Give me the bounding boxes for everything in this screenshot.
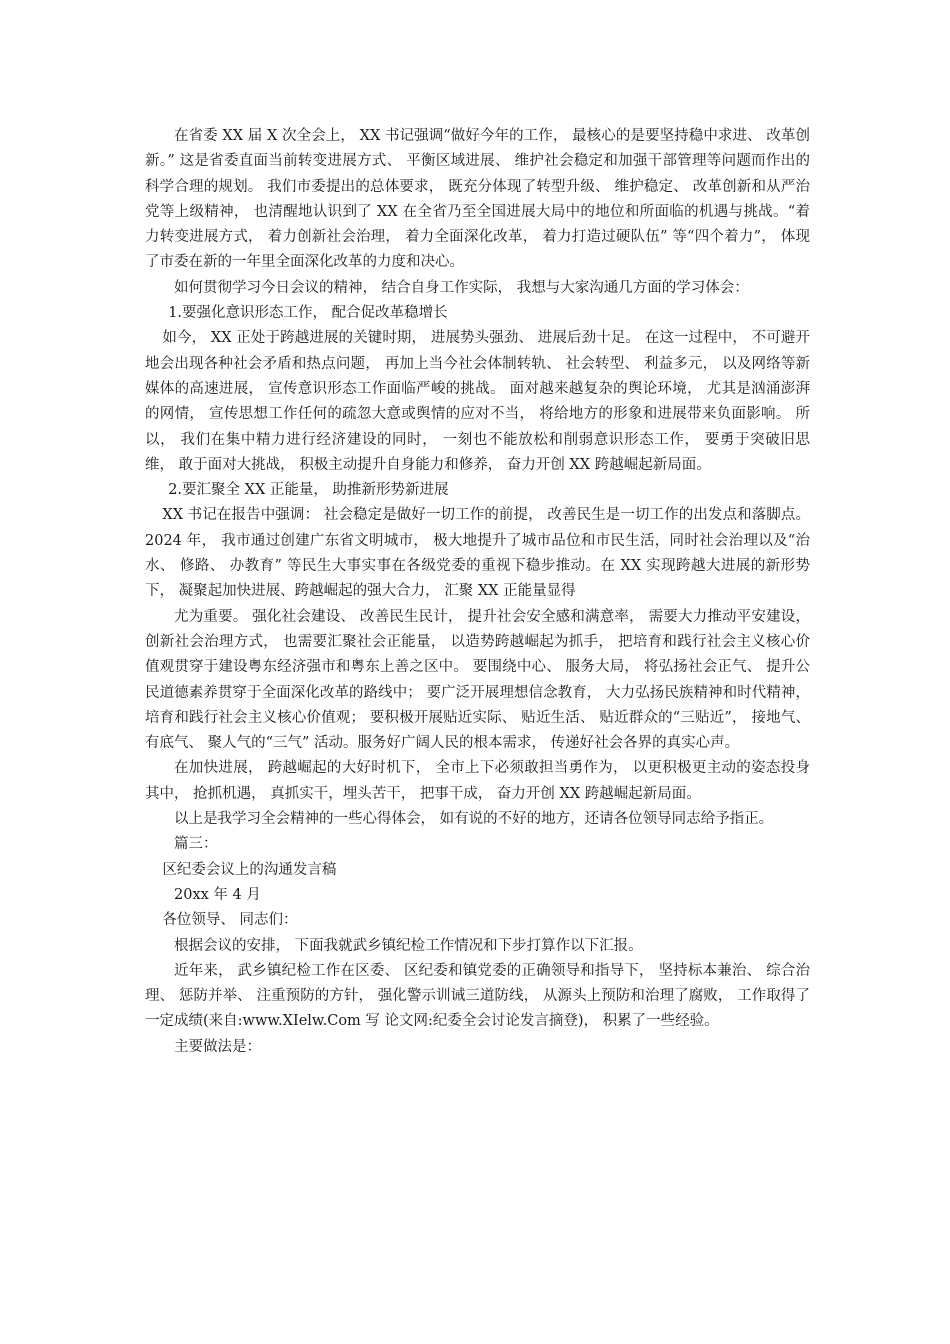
paragraph-closing-remarks: 以上是我学习全会精神的一些心得体会， 如有说的不好的地方，还请各位领导同志给予指正。 [174,811,774,828]
paragraph-discipline-work: 近年来， 武乡镇纪检工作在区委、 区纪委和镇党委的正确领导和指导下， 坚持标本兼治、 综合治理、 惩防并举、 注重预防的方针， 强化警示训诫三道防线， 从源头上预防和治理了腐败， 工作取得了一定成绩(来自:www.XIelw.Com 写 论文网:纪委全会讨论发言摘登)， 积累了一些经验。 [145,962,810,1030]
paragraph-study-intro: 如何贯彻学习今日会议的精神， 结合自身工作实际， 我想与大家沟通几方面的学习体会： [174,279,749,296]
paragraph-report-intro: 根据会议的安排， 下面我就武乡镇纪检工作情况和下步打算作以下汇报。 [174,937,643,954]
paragraph-plenary-session: 在省委 XX 届 X 次全会上， XX 书记强调“做好今年的工作， 最核心的是要坚持稳中求进、 改革创新。” 这是省委直面当前转变进展方式、 平衡区域进展、 维护社会稳定和加强干部管理等问题而作出的科学合理的规划。 我们市委提出的总体要求， 既充分体现了转型升级、 维护稳定、 改革创新和从严治党等上级精神， 也清醒地认识到了 XX 在全省乃至全国进展大局中的地位和所面临的机遇与挑战。“着力转变进展方式， 着力创新社会治理， 着力全面深化改革， 着力打造过硬队伍” 等“四个着力”， 体现了市委在新的一年里全面深化改革的力度和决心。 [145,128,810,271]
section-heading-1: 1.要强化意识形态工作， 配合促改革稳增长 [168,305,448,322]
section-heading-2: 2.要汇聚全 XX 正能量， 助推新形势新进展 [168,482,449,499]
speech-title: 区纪委会议上的沟通发言稿 [162,861,337,878]
paragraph-ideology-work: 如今， XX 正处于跨越进展的关键时期， 进展势头强劲、 进展后劲十足。 在这一过程中， 不可避开地会出现各种社会矛盾和热点问题， 再加上当今社会体制转轨、 社会转型、 利益多元， 以及网络等新媒体的高速进展， 宣传意识形态工作面临严峻的挑战。 面对越来越复杂的舆论环境， 尤其是汹涌澎湃的网情， 宣传思想工作任何的疏忽大意或舆情的应对不当， 将给地方的形象和进展带来负面影响。 所以， 我们在集中精力进行经济建设的同时， 一刻也不能放松和削弱意识形态工作， 要勇于突破旧思维， 敢于面对大挑战， 积极主动提升自身能力和修养， 奋力开创 XX 跨越崛起新局面。 [145,330,810,473]
paragraph-social-stability: XX 书记在报告中强调： 社会稳定是做好一切工作的前提， 改善民生是一切工作的出发点和落脚点。 2024 年， 我市通过创建广东省文明城市， 极大地提升了城市品位和市民生活，同时社会治理以及“治水、 修路、 办教育” 等民生大事实事在各级党委的重视下稳步推动。在 XX 实现跨越大进展的新形势下， 凝聚起加快进展、跨越崛起的强大合力， 汇聚 XX 正能量显得 [145,507,810,600]
section-label-part-three: 篇三： [174,836,218,853]
paragraph-main-practices: 主要做法是： [174,1038,261,1055]
speech-date: 20xx 年 4 月 [174,886,261,903]
paragraph-seize-opportunity: 在加快进展， 跨越崛起的大好时机下， 全市上下必须敢担当勇作为， 以更积极更主动的姿态投身其中， 抢抓机遇， 真抓实干，埋头苦干， 把事干成， 奋力开创 XX 跨越崛起新局面。 [145,760,810,802]
document-body [145,124,810,1060]
paragraph-social-construction: 尤为重要。 强化社会建设、 改善民生民计， 提升社会安全感和满意率， 需要大力推动平安建设， 创新社会治理方式， 也需要汇聚社会正能量， 以造势跨越崛起为抓手， 把培育和践行社会主义核心价值观贯穿于建设粤东经济强市和粤东上善之区中。 要围绕中心、 服务大局， 将弘扬社会正气、 提升公民道德素养贯穿于全面深化改革的路线中； 要广泛开展理想信念教育， 大力弘扬民族精神和时代精神， 培育和践行社会主义核心价值观； 要积极开展贴近实际、 贴近生活、 贴近群众的“三贴近”， 接地气、 有底气、 聚人气的“三气” 活动。服务好广阔人民的根本需求， 传递好社会各界的真实心声。 [145,608,810,752]
speech-salutation: 各位领导、 同志们： [162,912,298,929]
